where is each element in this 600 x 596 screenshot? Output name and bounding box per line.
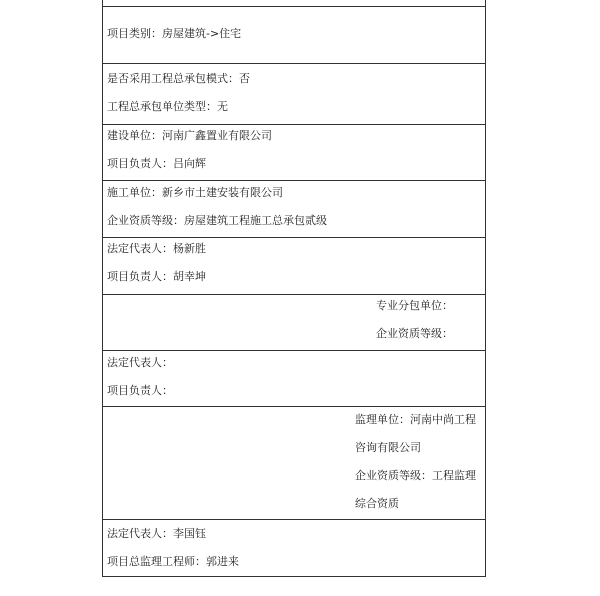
row-supervision-unit xyxy=(103,406,485,519)
project-category-text: 项目类别：房屋建筑->住宅 xyxy=(107,27,242,40)
subcontract-legal-rep-text: 法定代表人： xyxy=(107,356,173,369)
row-builder-unit xyxy=(103,180,485,237)
row-builder-people xyxy=(103,237,485,294)
row-general-contract xyxy=(103,63,485,124)
general-contract-unit-type-text: 工程总承包单位类型：无 xyxy=(107,100,228,113)
subcontract-unit-name-text: 专业分包单位： xyxy=(376,299,453,312)
subcontract-qualification-text: 企业资质等级： xyxy=(376,327,453,340)
row-project-category xyxy=(103,6,485,63)
row-construction-unit xyxy=(103,124,485,180)
row-supervision-people xyxy=(103,519,485,577)
supervision-legal-rep-text: 法定代表人：李国钰 xyxy=(107,527,206,540)
builder-manager-text: 项目负责人：胡幸坤 xyxy=(107,270,206,283)
supervision-unit-name-line2: 咨询有限公司 xyxy=(355,441,421,454)
subcontract-manager-text: 项目负责人： xyxy=(107,384,173,397)
builder-unit-name-text: 施工单位：新乡市土建安装有限公司 xyxy=(107,186,283,199)
row-subcontract-people xyxy=(103,350,485,406)
construction-unit-manager-text: 项目负责人：吕向辉 xyxy=(107,157,206,170)
construction-unit-name-text: 建设单位：河南广鑫置业有限公司 xyxy=(107,129,272,142)
general-contract-adopted-text: 是否采用工程总承包模式：否 xyxy=(107,72,250,85)
supervision-qualification-line1: 企业资质等级：工程监理 xyxy=(355,469,476,482)
supervision-qualification-line2: 综合资质 xyxy=(355,497,399,510)
supervision-chief-engineer-text: 项目总监理工程师：郭进来 xyxy=(107,555,239,568)
project-info-table xyxy=(102,0,486,577)
row-subcontract-unit xyxy=(103,294,485,350)
supervision-unit-name-line1: 监理单位：河南中尚工程 xyxy=(355,413,476,426)
builder-unit-qualification-text: 企业资质等级：房屋建筑工程施工总承包贰级 xyxy=(107,214,327,227)
builder-legal-rep-text: 法定代表人：杨新胜 xyxy=(107,242,206,255)
